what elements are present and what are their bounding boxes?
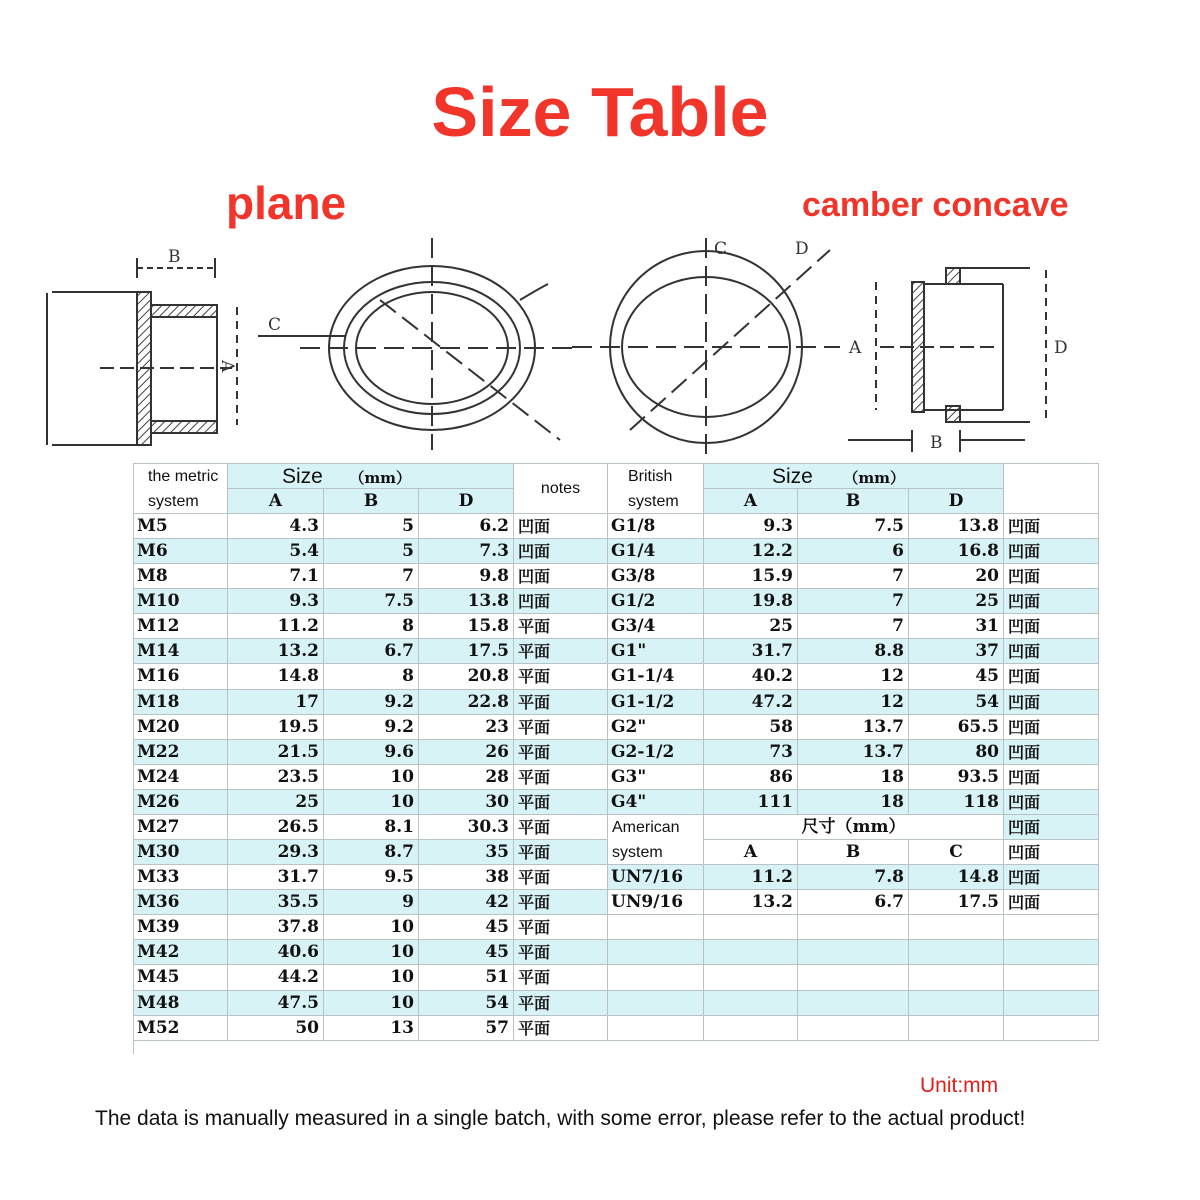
british-size-code: G4" <box>608 790 704 815</box>
metric-value-a: 47.5 <box>228 991 324 1016</box>
metric-col-header: A <box>228 489 324 514</box>
metric-value-d: 6.2 <box>419 514 514 539</box>
empty-cell <box>798 915 909 940</box>
metric-value-b: 9.5 <box>324 865 419 890</box>
british-value-b: 12 <box>798 690 909 715</box>
british-value-a: 86 <box>704 765 798 790</box>
american-value-a: 13.2 <box>704 890 798 915</box>
metric-size-code: M20 <box>134 715 228 740</box>
metric-size-code: M33 <box>134 865 228 890</box>
metric-size-code: M16 <box>134 664 228 689</box>
british-face-note: 凹面 <box>1004 740 1099 765</box>
metric-value-a: 5.4 <box>228 539 324 564</box>
metric-size-code: M6 <box>134 539 228 564</box>
british-value-d: 65.5 <box>909 715 1004 740</box>
camber-front-view-drawing <box>572 238 840 460</box>
plane-front-view-drawing <box>258 238 580 450</box>
american-face-note: 凹面 <box>1004 865 1099 890</box>
metric-value-d: 54 <box>419 991 514 1016</box>
metric-value-b: 8 <box>324 614 419 639</box>
british-system-header-cell <box>608 464 704 514</box>
british-value-a: 40.2 <box>704 664 798 689</box>
metric-value-b: 9.2 <box>324 690 419 715</box>
british-value-b: 7.5 <box>798 514 909 539</box>
metric-size-code: M26 <box>134 790 228 815</box>
british-value-d: 37 <box>909 639 1004 664</box>
british-value-b: 18 <box>798 790 909 815</box>
empty-cell <box>909 991 1004 1016</box>
metric-size-code: M12 <box>134 614 228 639</box>
empty-cell <box>1004 991 1099 1016</box>
metric-face-note: 平面 <box>514 715 608 740</box>
american-system-label-line: system <box>612 843 663 861</box>
american-size-code: UN9/16 <box>608 890 704 915</box>
british-face-note: 凹面 <box>1004 639 1099 664</box>
british-value-d: 25 <box>909 589 1004 614</box>
metric-value-b: 7 <box>324 564 419 589</box>
british-face-note: 凹面 <box>1004 514 1099 539</box>
metric-size-code: M18 <box>134 690 228 715</box>
dim-letter-c2: C <box>714 239 728 259</box>
american-value-c: 17.5 <box>909 890 1004 915</box>
british-value-b: 13.7 <box>798 715 909 740</box>
metric-value-a: 11.2 <box>228 614 324 639</box>
metric-value-d: 38 <box>419 865 514 890</box>
metric-value-a: 40.6 <box>228 940 324 965</box>
metric-value-b: 10 <box>324 765 419 790</box>
metric-value-a: 25 <box>228 790 324 815</box>
british-face-note: 凹面 <box>1004 589 1099 614</box>
british-size-code: G3/8 <box>608 564 704 589</box>
british-value-a: 47.2 <box>704 690 798 715</box>
mm-label: （mm） <box>349 469 412 487</box>
metric-face-note: 平面 <box>514 865 608 890</box>
metric-value-d: 15.8 <box>419 614 514 639</box>
dim-letter-d2: D <box>1054 338 1068 358</box>
british-size-code: G3" <box>608 765 704 790</box>
dim-letter-a2: A <box>849 338 862 358</box>
metric-value-d: 30 <box>419 790 514 815</box>
metric-col-header: B <box>324 489 419 514</box>
british-size-code: G1/4 <box>608 539 704 564</box>
british-value-b: 13.7 <box>798 740 909 765</box>
metric-value-b: 10 <box>324 965 419 990</box>
empty-cell <box>704 965 798 990</box>
metric-value-b: 9.6 <box>324 740 419 765</box>
metric-value-d: 13.8 <box>419 589 514 614</box>
size-label: Size <box>772 465 813 488</box>
metric-face-note: 平面 <box>514 840 608 865</box>
empty-cell <box>798 965 909 990</box>
british-value-d: 13.8 <box>909 514 1004 539</box>
metric-value-d: 57 <box>419 1016 514 1041</box>
metric-size-code: M45 <box>134 965 228 990</box>
british-size-code: G3/4 <box>608 614 704 639</box>
british-value-a: 111 <box>704 790 798 815</box>
british-size-code: G1-1/4 <box>608 664 704 689</box>
empty-cell <box>909 915 1004 940</box>
american-size-code: UN7/16 <box>608 865 704 890</box>
metric-value-d: 22.8 <box>419 690 514 715</box>
british-size-code: G1-1/2 <box>608 690 704 715</box>
british-face-note: 凹面 <box>1004 539 1099 564</box>
british-face-note: 凹面 <box>1004 690 1099 715</box>
metric-value-a: 4.3 <box>228 514 324 539</box>
metric-value-a: 29.3 <box>228 840 324 865</box>
metric-value-d: 45 <box>419 940 514 965</box>
metric-face-note: 平面 <box>514 639 608 664</box>
empty-cell <box>608 940 704 965</box>
british-face-note: 凹面 <box>1004 564 1099 589</box>
page-title: Size Table <box>431 73 769 151</box>
metric-face-note: 平面 <box>514 915 608 940</box>
british-face-note: 凹面 <box>1004 790 1099 815</box>
metric-face-note: 平面 <box>514 740 608 765</box>
metric-value-d: 45 <box>419 915 514 940</box>
metric-value-a: 23.5 <box>228 765 324 790</box>
metric-value-d: 42 <box>419 890 514 915</box>
metric-value-a: 35.5 <box>228 890 324 915</box>
metric-size-code: M36 <box>134 890 228 915</box>
metric-face-note: 平面 <box>514 614 608 639</box>
british-value-d: 54 <box>909 690 1004 715</box>
empty-cell <box>608 1016 704 1041</box>
metric-size-code: M27 <box>134 815 228 840</box>
british-value-b: 12 <box>798 664 909 689</box>
metric-face-note: 平面 <box>514 890 608 915</box>
metric-value-a: 21.5 <box>228 740 324 765</box>
metric-value-d: 9.8 <box>419 564 514 589</box>
unit-note: Unit:mm <box>920 1074 999 1097</box>
metric-face-note: 平面 <box>514 790 608 815</box>
metric-value-a: 13.2 <box>228 639 324 664</box>
metric-size-code: M48 <box>134 991 228 1016</box>
british-value-d: 80 <box>909 740 1004 765</box>
american-value-b: 7.8 <box>798 865 909 890</box>
empty-cell <box>1004 915 1099 940</box>
metric-size-code: M10 <box>134 589 228 614</box>
empty-cell <box>798 1016 909 1041</box>
british-value-a: 58 <box>704 715 798 740</box>
metric-face-note: 平面 <box>514 690 608 715</box>
metric-value-d: 7.3 <box>419 539 514 564</box>
american-face-note: 凹面 <box>1004 890 1099 915</box>
empty-cell <box>909 1016 1004 1041</box>
empty-cell <box>704 940 798 965</box>
metric-value-a: 50 <box>228 1016 324 1041</box>
british-value-a: 9.3 <box>704 514 798 539</box>
empty-cell <box>608 991 704 1016</box>
metric-face-note: 平面 <box>514 965 608 990</box>
dim-letter-b2: B <box>930 433 943 453</box>
british-value-b: 6 <box>798 539 909 564</box>
metric-face-note: 平面 <box>514 1016 608 1041</box>
british-face-note: 凹面 <box>1004 614 1099 639</box>
metric-value-d: 30.3 <box>419 815 514 840</box>
american-header-note: 凹面 <box>1004 815 1099 840</box>
empty-cell <box>798 991 909 1016</box>
american-col-header: C <box>909 840 1004 865</box>
disclaimer-text: The data is manually measured in a single batch, with some error, please refer to the actual product! <box>95 1107 1026 1130</box>
metric-value-b: 9.2 <box>324 715 419 740</box>
british-system-label-line: British <box>628 468 673 485</box>
metric-value-b: 8 <box>324 664 419 689</box>
dim-letter-d: D <box>795 239 809 259</box>
metric-size-header <box>228 464 514 489</box>
metric-system-label-line: the metric <box>148 468 219 485</box>
metric-value-b: 10 <box>324 940 419 965</box>
empty-cell <box>608 915 704 940</box>
british-col-header: D <box>909 489 1004 514</box>
metric-face-note: 凹面 <box>514 589 608 614</box>
british-face-note: 凹面 <box>1004 664 1099 689</box>
metric-value-b: 10 <box>324 991 419 1016</box>
metric-value-b: 6.7 <box>324 639 419 664</box>
metric-value-d: 23 <box>419 715 514 740</box>
metric-value-b: 8.7 <box>324 840 419 865</box>
american-value-b: 6.7 <box>798 890 909 915</box>
metric-face-note: 平面 <box>514 991 608 1016</box>
british-value-d: 93.5 <box>909 765 1004 790</box>
metric-size-code: M42 <box>134 940 228 965</box>
american-value-a: 11.2 <box>704 865 798 890</box>
british-size-code: G2-1/2 <box>608 740 704 765</box>
metric-value-b: 7.5 <box>324 589 419 614</box>
metric-face-note: 平面 <box>514 815 608 840</box>
british-value-a: 31.7 <box>704 639 798 664</box>
british-value-b: 8.8 <box>798 639 909 664</box>
size-table <box>133 463 1099 1054</box>
metric-size-code: M14 <box>134 639 228 664</box>
empty-cell <box>798 940 909 965</box>
plane-side-view-drawing <box>47 258 237 445</box>
empty-cell <box>704 915 798 940</box>
metric-value-b: 8.1 <box>324 815 419 840</box>
british-size-code: G1/8 <box>608 514 704 539</box>
british-face-note: 凹面 <box>1004 715 1099 740</box>
american-system-label-line: American <box>612 818 680 836</box>
plane-label: plane <box>226 177 347 229</box>
metric-value-b: 9 <box>324 890 419 915</box>
empty-cell <box>704 991 798 1016</box>
dim-letter-b: B <box>168 247 181 267</box>
british-value-a: 19.8 <box>704 589 798 614</box>
british-notes-header-blank <box>1004 464 1099 514</box>
empty-cell <box>704 1016 798 1041</box>
metric-value-d: 35 <box>419 840 514 865</box>
empty-cell <box>1004 965 1099 990</box>
metric-size-code: M24 <box>134 765 228 790</box>
british-size-code: G1/2 <box>608 589 704 614</box>
british-col-header: B <box>798 489 909 514</box>
metric-size-code: M30 <box>134 840 228 865</box>
british-value-d: 16.8 <box>909 539 1004 564</box>
metric-face-note: 凹面 <box>514 564 608 589</box>
british-value-d: 45 <box>909 664 1004 689</box>
dim-letter-c: C <box>268 315 282 335</box>
metric-face-note: 凹面 <box>514 514 608 539</box>
metric-value-b: 5 <box>324 514 419 539</box>
american-col-header: A <box>704 840 798 865</box>
british-size-header <box>704 464 1004 489</box>
american-size-header: 尺寸（mm） <box>704 815 1004 840</box>
metric-face-note: 平面 <box>514 940 608 965</box>
metric-system-label-line: system <box>148 493 199 510</box>
metric-value-a: 17 <box>228 690 324 715</box>
metric-value-a: 7.1 <box>228 564 324 589</box>
british-system-label-line: system <box>628 493 679 510</box>
metric-value-a: 31.7 <box>228 865 324 890</box>
british-value-d: 20 <box>909 564 1004 589</box>
notes-header: notes <box>514 464 608 514</box>
mm-label: （mm） <box>843 469 906 487</box>
british-value-a: 25 <box>704 614 798 639</box>
american-header-note: 凹面 <box>1004 840 1099 865</box>
metric-face-note: 平面 <box>514 765 608 790</box>
british-col-header: A <box>704 489 798 514</box>
american-system-header-cell <box>608 815 704 865</box>
british-value-b: 18 <box>798 765 909 790</box>
metric-value-a: 26.5 <box>228 815 324 840</box>
american-col-header: B <box>798 840 909 865</box>
british-size-code: G2" <box>608 715 704 740</box>
british-value-d: 118 <box>909 790 1004 815</box>
camber-side-view-drawing <box>848 268 1046 452</box>
metric-value-a: 14.8 <box>228 664 324 689</box>
metric-system-header-cell <box>134 464 228 514</box>
british-value-b: 7 <box>798 614 909 639</box>
metric-face-note: 凹面 <box>514 539 608 564</box>
metric-value-b: 5 <box>324 539 419 564</box>
technical-diagrams <box>0 225 1200 465</box>
metric-size-code: M39 <box>134 915 228 940</box>
british-value-a: 12.2 <box>704 539 798 564</box>
american-value-c: 14.8 <box>909 865 1004 890</box>
metric-value-d: 26 <box>419 740 514 765</box>
british-value-b: 7 <box>798 589 909 614</box>
metric-value-a: 9.3 <box>228 589 324 614</box>
metric-value-a: 19.5 <box>228 715 324 740</box>
british-value-b: 7 <box>798 564 909 589</box>
metric-value-b: 10 <box>324 790 419 815</box>
metric-size-code: M5 <box>134 514 228 539</box>
camber-concave-label: camber concave <box>802 186 1069 224</box>
metric-size-code: M8 <box>134 564 228 589</box>
metric-value-d: 20.8 <box>419 664 514 689</box>
metric-value-b: 13 <box>324 1016 419 1041</box>
empty-cell <box>608 965 704 990</box>
size-label: Size <box>282 465 323 488</box>
british-value-a: 73 <box>704 740 798 765</box>
metric-face-note: 平面 <box>514 664 608 689</box>
metric-value-d: 17.5 <box>419 639 514 664</box>
metric-value-d: 51 <box>419 965 514 990</box>
british-face-note: 凹面 <box>1004 765 1099 790</box>
metric-value-d: 28 <box>419 765 514 790</box>
metric-size-code: M22 <box>134 740 228 765</box>
british-size-code: G1" <box>608 639 704 664</box>
empty-cell <box>1004 1016 1099 1041</box>
empty-cell <box>909 965 1004 990</box>
metric-value-a: 44.2 <box>228 965 324 990</box>
empty-cell <box>909 940 1004 965</box>
british-value-d: 31 <box>909 614 1004 639</box>
empty-cell <box>1004 940 1099 965</box>
british-value-a: 15.9 <box>704 564 798 589</box>
metric-size-code: M52 <box>134 1016 228 1041</box>
metric-value-b: 10 <box>324 915 419 940</box>
metric-col-header: D <box>419 489 514 514</box>
metric-value-a: 37.8 <box>228 915 324 940</box>
dim-letter-a: A <box>217 360 237 373</box>
